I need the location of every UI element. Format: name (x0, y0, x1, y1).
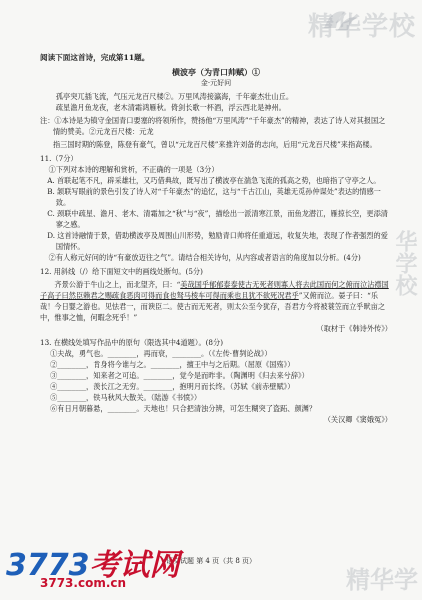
brand-logo-word: 考试网 (89, 548, 180, 583)
option-d: D. 这首诗融情于景，借助横波亭及周围山川形势，勉励青口帅将任重道远，收复失地，表现了作者强烈的爱国情怀。 (47, 231, 388, 251)
page-footer: 语文试题 第 4 页（共 8 页） (165, 557, 257, 565)
question-12-source: （取材于《韩诗外传》） (316, 324, 392, 333)
question-11-sub1: ①下列对本诗的理解和赏析，不正确的一项是（3分） (48, 165, 219, 174)
fill-item: ①夫战，勇气也。________，再而衰，________。（《左传·曹刿论战》） (50, 349, 272, 358)
watermark-top: 精华学校 (307, 12, 416, 42)
exam-content (40, 52, 392, 425)
reading-instruction: 阅读下面这首诗，完成第11题。 (40, 53, 150, 62)
poem-note: 指三国时期的陈登，陈登有豪气，曾以“元龙百尺楼”来推许刘备的志向，后用“元龙百尺楼”来指高楼。 (52, 140, 377, 149)
question-11 (40, 153, 392, 263)
question-13 (40, 337, 392, 425)
passage-underlined: 美哉国乎郁郁泰泰使古无死者则寡人将去此国而何之俯而泣沾襟国子高子曰然臣赖君之赐疏食恶肉可得而食也驽马棱车可得而乘也且犹不欲死况君乎 (40, 280, 389, 300)
watermark-bottom: 精华学 (346, 566, 418, 594)
brand-url: 3773.com.cn (40, 576, 127, 590)
question-12-head: 12. 用斜线（/）给下面短文中的画线处断句。(5分) (40, 267, 203, 276)
question-12 (40, 266, 392, 334)
poem-line: 疏星澹月鱼龙夜，老木清霜鸿雁秋。倚剑长歌一杯酒，浮云西北是神州。 (55, 103, 286, 112)
fill-item: ⑤________，铁马秋风大散关。（陆游《书愤》） (50, 393, 202, 402)
question-11-sub2: ②有人称元好问的诗“有豪放迈往之气”。请结合相关诗句，从内容或者语言的角度加以分析。(4分) (48, 253, 361, 262)
brand-logo-num: 3773 (6, 548, 90, 583)
fill-item-source: （关汉卿《窦娥冤》） (323, 415, 392, 424)
question-11-head: 11.（7分） (40, 154, 78, 163)
option-b: B. 颔联写眼前的景色引发了诗人对“千年豪杰”的追忆，这与“千古江山，英雄无觅孙仲谋处”表达的情感一致。 (47, 187, 381, 207)
fill-item: ③________，知来者之可追。________，觉今是而昨非。（陶渊明《归去来兮辞》） (50, 371, 309, 380)
option-c: C. 颈联中疏星、澹月、老木、清霜加之“秋”与“夜”，描绘出一派清寒江景，而鱼龙潜江，雁掠长空，更添清寥之感。 (47, 209, 388, 229)
passage-prefix: 齐景公游于牛山之上，而北望齐，曰：“ (54, 280, 181, 289)
question-13-head: 13. 在横线处填写作品中的原句（限选其中4道题）。(8分) (40, 338, 223, 347)
poem-title: 横波亭（为青口帅赋）① (172, 67, 260, 77)
watermark-right: 华学校 (392, 230, 417, 296)
poem-line: 孤亭突兀插飞流，气压元龙百尺楼②。万里风涛接瀛海，千年豪杰壮山丘。 (55, 92, 294, 101)
fill-item: ⑥有日月朝暮悬，________。天地也！只合把清浊分辨，可怎生糊突了盗跖、颜渊？ (50, 404, 317, 413)
fill-item: ②________，肯身将今谁与之。________，擅王中与之后期。（屈原《国殇》） (50, 360, 295, 369)
fill-item: ④________，羡长江之无穷。________，抱明月而长终。（苏轼《前赤壁赋》） (50, 382, 295, 391)
option-a: A. 首联起笔不凡，辟采雄壮，又巧借典故，既写出了横波亭在湍急飞流的孤高之势，也暗指了守亭之人。 (47, 176, 381, 185)
poem-author: 金·元好问 (200, 79, 232, 87)
poem-note: 注：①本诗是为镇守金国青口要塞的将领所作，赞扬他“万里风涛”“千年豪杰”的精神，表达了诗人对其报国之情的赞美。②元龙百尺楼：元龙 (40, 116, 386, 136)
passage-rest: ”又俯而泣。晏子曰：“乐哉！今日婴之游也。见怯君一，而谀臣二。使古而无死者，则太公至今犹存，吾君方今将被蓑笠而立乎畎亩之中，惟事之恤，何暇念死乎！” (40, 291, 386, 322)
question-12-passage (40, 279, 392, 323)
